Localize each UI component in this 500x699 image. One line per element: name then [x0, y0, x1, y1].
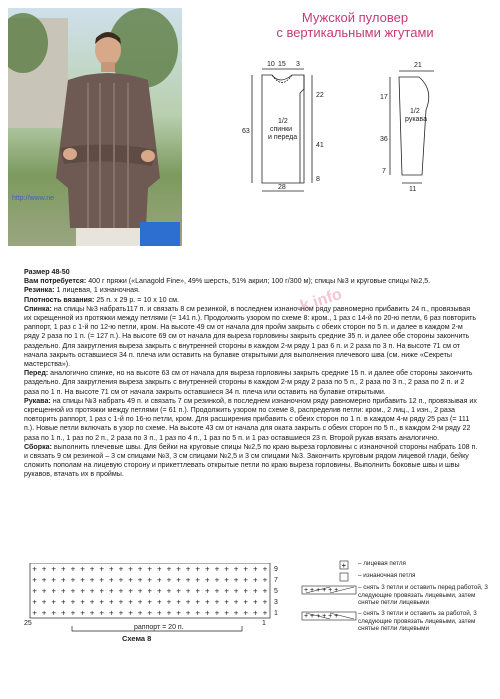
- chart-stitch-cell: +: [99, 575, 105, 585]
- instructions-text: [24, 268, 479, 480]
- body-label-2: спинки: [270, 126, 293, 133]
- chart-stitch-cell: +: [51, 597, 57, 607]
- chart-stitch-cell: +: [195, 586, 201, 596]
- chart-stitch-cell: +: [214, 597, 220, 607]
- chart-stitch-cell: +: [176, 586, 181, 596]
- chart-stitch-cell: +: [185, 597, 191, 607]
- chart-stitch-cell: +: [157, 564, 162, 574]
- chart-stitch-cell: +: [253, 575, 258, 585]
- chart-stitch-cell: +: [118, 608, 124, 618]
- chart-stitch-cell: +: [185, 586, 191, 596]
- chart-stitch-cell: +: [51, 575, 57, 585]
- svg-text:+: +: [341, 561, 347, 570]
- chart-stitch-cell: +: [195, 575, 201, 585]
- chart-stitch-cell: +: [147, 586, 153, 596]
- chart-stitch-cell: +: [205, 586, 210, 596]
- chart-stitch-cell: +: [99, 564, 105, 574]
- chart-stitch-cell: +: [99, 586, 105, 596]
- chart-stitch-cell: +: [128, 608, 133, 618]
- chart-stitch-cell: +: [157, 575, 162, 585]
- sleeve-outline: [399, 77, 429, 175]
- cable-back-icon: [300, 610, 358, 634]
- chart-stitch-cell: +: [262, 575, 268, 585]
- chart-stitch-cell: +: [166, 575, 172, 585]
- chart-stitch-cell: +: [253, 597, 258, 607]
- title-line-2: с вертикальными жгутами: [276, 25, 434, 40]
- chart-stitch-cell: +: [262, 564, 268, 574]
- assembly-label: Сборка:: [24, 442, 52, 451]
- chart-legend: [300, 560, 490, 636]
- chart-stitch-cell: +: [224, 586, 229, 596]
- chart-stitch-cell: +: [147, 564, 153, 574]
- legend-item-cable-back: [300, 610, 490, 634]
- title-line-1: Мужской пуловер: [301, 10, 409, 25]
- chart-stitch-cell: +: [41, 597, 47, 607]
- chart-stitch-cell: +: [51, 608, 57, 618]
- svg-text:+ + + + + +: + + + + + +: [304, 587, 339, 594]
- legend-desc-purl: – изнаночная петля: [358, 572, 416, 579]
- dim-left-total: 63: [242, 128, 250, 135]
- repeat-label: раппорт = 20 п.: [134, 624, 184, 631]
- model-figure: [48, 28, 168, 246]
- chart-stitch-cell: +: [32, 608, 37, 618]
- size-heading: Размер 48-50: [24, 268, 70, 276]
- chart-stitch-cell: +: [233, 597, 239, 607]
- chart-stitch-cell: +: [80, 597, 85, 607]
- chart-stitch-cell: +: [233, 586, 239, 596]
- chart-stitch-cell: +: [176, 597, 181, 607]
- chart-stitch-cell: +: [70, 575, 76, 585]
- chart-stitch-cell: +: [157, 586, 162, 596]
- knitting-chart: [22, 563, 292, 635]
- col-label-end: 1: [262, 620, 266, 627]
- chart-stitch-cell: +: [137, 575, 143, 585]
- chart-stitch-cell: +: [205, 564, 210, 574]
- chart-stitch-cell: +: [80, 575, 85, 585]
- chart-stitch-cell: +: [51, 586, 57, 596]
- chart-stitch-cell: +: [253, 586, 258, 596]
- back-label: Спинка:: [24, 304, 52, 313]
- chart-stitch-cell: +: [41, 608, 47, 618]
- dim-top-right: 3: [296, 61, 300, 68]
- chart-title: Схема 8: [122, 634, 152, 643]
- chart-stitch-cell: +: [109, 575, 114, 585]
- chart-stitch-cell: +: [147, 608, 153, 618]
- sleeve-label-1: 1/2: [410, 108, 420, 115]
- materials-label: Вам потребуется:: [24, 277, 87, 286]
- row-label-1: 1: [274, 610, 278, 617]
- dim-top-mid: 15: [278, 61, 286, 68]
- dim-bottom-small: 8: [316, 176, 320, 183]
- chart-grid: [30, 563, 270, 618]
- photo-credit: http://www.ne: [12, 195, 55, 202]
- chart-stitch-cell: +: [195, 564, 201, 574]
- dim-bottom-width: 28: [278, 184, 286, 191]
- legend-desc-cable-front: – снять 3 петли и оставить перед работой, 3 следующие провязать лицевыми, затем снятые петли лицевыми: [358, 584, 488, 607]
- chart-stitch-cell: +: [109, 608, 114, 618]
- chart-stitch-cell: +: [195, 597, 201, 607]
- chart-stitch-cell: +: [166, 608, 172, 618]
- chart-stitch-cell: +: [147, 575, 153, 585]
- legend-item-purl: [300, 572, 490, 582]
- chart-stitch-cell: +: [214, 575, 220, 585]
- legend-desc-knit: – лицевая петля: [358, 560, 406, 567]
- sleeve-dim-top: 21: [414, 62, 422, 69]
- chart-stitch-cell: +: [70, 608, 76, 618]
- chart-stitch-cell: +: [41, 564, 47, 574]
- row-label-9: 9: [274, 566, 278, 573]
- chart-stitch-cell: +: [80, 564, 85, 574]
- chart-stitch-cell: +: [99, 608, 105, 618]
- row-label-7: 7: [274, 577, 278, 584]
- chart-stitch-cell: +: [80, 608, 85, 618]
- knit-stitch-icon: [300, 560, 358, 570]
- chart-stitch-cell: +: [185, 564, 191, 574]
- chart-stitch-cell: +: [147, 597, 153, 607]
- chart-stitch-cell: +: [233, 564, 239, 574]
- chart-stitch-cell: +: [214, 608, 220, 618]
- chart-stitch-cell: +: [166, 586, 172, 596]
- chart-stitch-cell: +: [109, 597, 114, 607]
- chart-stitch-cell: +: [243, 575, 249, 585]
- chart-stitch-cell: +: [205, 597, 210, 607]
- chart-stitch-cell: +: [224, 564, 229, 574]
- chart-stitch-cell: +: [205, 575, 210, 585]
- chart-stitch-cell: +: [32, 597, 37, 607]
- chart-stitch-cell: +: [118, 586, 124, 596]
- legend-desc-cable-back: – снять 3 петли и оставить за работой, 3 следующие провязать лицевыми, затем снятые петли лицевыми: [358, 610, 477, 633]
- chart-stitch-cell: +: [41, 586, 47, 596]
- chart-stitch-cell: +: [224, 597, 229, 607]
- chart-stitch-cell: +: [128, 575, 133, 585]
- row-label-3: 3: [274, 599, 278, 606]
- ribbing-text: 1 лицевая, 1 изнаночная.: [54, 286, 140, 295]
- chart-stitch-cell: +: [109, 564, 114, 574]
- chart-stitch-cell: +: [157, 608, 162, 618]
- chart-stitch-cell: +: [166, 564, 172, 574]
- chart-stitch-cell: +: [109, 586, 114, 596]
- chart-stitch-cell: +: [128, 586, 133, 596]
- sleeve-dim-bottom: 11: [409, 186, 417, 193]
- sleeves-text: на спицы №3 набрать 49 п. и связать 7 см резинкой, в последнем изнаночном ряду равномерно прибавить 12 п., провязывая их скрещенной из протяжки между петлями (= 61 п.). Продолжить узором по схеме 8, распределив петли: кром., 2 лиц., 1 изн., 2 раза повторить раппорт, 1 раз с 1-й по 16-ю петли, кром. Для расширения прибавить с обеих сторон по 1 п. в каждом 4-м ряду 25 раз (= 111 п.). Новые петли включать в узор по схеме. На высоте 43 см от начала для оката закрыть с обеих сторон по 5 п., в каждом 2-м ряду 22 раза по 1 п., 1 раз по 2 п., 2 раза по 3 п., 1 раз по 4 п., 1 раз по 5 п. и 1 раз оставшиеся 23 п. Второй рукав вязать аналогично.: [24, 396, 477, 442]
- chart-stitch-cell: +: [224, 608, 229, 618]
- front-text: аналогично спинке, но на высоте 63 см от начала для выреза горловины закрыть средние 15 п. и далее обе стороны закончить раздельно. Для закругления выреза закрыть с внутренней стороны в каждом 2-м ряду 2 раза по 5 п., 2 раза по 3 п., 2 раза по 2 п. и 2 раза по 1 п. На высоте 71 см от начала закрыть оставшиеся 34 п. плеча или оставить на булавке открытыми.: [24, 369, 473, 396]
- chart-stitch-cell: +: [61, 564, 66, 574]
- front-label: Перед:: [24, 369, 49, 378]
- chart-stitch-cell: +: [51, 564, 57, 574]
- chart-stitch-cell: +: [176, 575, 181, 585]
- chart-stitch-cell: +: [137, 586, 143, 596]
- chart-stitch-cell: +: [224, 575, 229, 585]
- chart-stitch-cell: +: [214, 564, 220, 574]
- dim-top-left: 10: [267, 61, 275, 68]
- sleeves-label: Рукава:: [24, 396, 51, 405]
- chart-stitch-cell: +: [70, 597, 76, 607]
- chart-stitch-cell: +: [118, 575, 124, 585]
- chart-stitch-cell: +: [185, 608, 191, 618]
- sleeve-dim-left-mid: 36: [380, 136, 388, 143]
- dim-right-upper: 22: [316, 92, 324, 99]
- chart-stitch-cell: +: [253, 608, 258, 618]
- chart-stitch-cell: +: [262, 597, 268, 607]
- row-label-5: 5: [274, 588, 278, 595]
- chart-stitch-cell: +: [61, 575, 66, 585]
- chart-stitch-cell: +: [32, 564, 37, 574]
- col-label-start: 25: [24, 620, 32, 627]
- cable-front-icon: [300, 584, 358, 608]
- chart-stitch-cell: +: [61, 597, 66, 607]
- chart-stitch-cell: +: [214, 586, 220, 596]
- chart-stitch-cell: +: [243, 608, 249, 618]
- chart-stitch-cell: +: [253, 564, 258, 574]
- chart-stitch-cell: +: [176, 608, 181, 618]
- chart-stitch-cell: +: [157, 597, 162, 607]
- chart-stitch-cell: +: [61, 608, 66, 618]
- gauge-text: 25 п. х 29 р. = 10 х 10 см.: [94, 295, 179, 304]
- chart-stitch-cell: +: [89, 586, 95, 596]
- model-photo: [8, 8, 182, 246]
- chart-stitch-cell: +: [61, 586, 66, 596]
- chart-stitch-cell: +: [80, 586, 85, 596]
- chart-stitch-cell: +: [70, 586, 76, 596]
- ribbing-label: Резинка:: [24, 286, 55, 295]
- chart-stitch-cell: +: [205, 608, 210, 618]
- svg-text:+ + + + + +: + + + + + +: [304, 613, 339, 620]
- chart-stitch-cell: +: [195, 608, 201, 618]
- body-label-3: и переда: [268, 134, 298, 141]
- body-label-1: 1/2: [278, 118, 288, 125]
- chart-stitch-cell: +: [176, 564, 181, 574]
- back-text: на спицы №3 набрать117 п. и связать 8 см резинкой, в последнем изнаночном ряду равномерно прибавить 24 п., провязывая их скрещенной из протяжки между петлями (= 141 п.). Продолжить узором по схеме 8: кром., 1 раз с 14-й по 20-ю петли, 6 раз повторить раппорт, 1 раз с 1-й по 12-ю петли, кром. На высоте 49 см от начала для пройм закрыть с обеих сторон по 5 п. и далее в каждом 2-м ряду 2 раза по 1 п. (= 127 п.). На высоте 69 см от начала для выреза горловины закрыть средние 35 п. и далее обе стороны закончить раздельно. Для закругления выреза закрыть с внутренней стороны в каждом 2-м ряду 1 раз 6 п. и 2 раза по 3 п. На высоте 71 см от начала закрыть оставшиеся 34 п. плеча или оставить на булавке открытыми для выполнения плечевого шва (см. ниже «Секреты мастерства»).: [24, 304, 477, 369]
- chart-stitch-cell: +: [128, 564, 133, 574]
- chart-stitch-cell: +: [137, 608, 143, 618]
- chart-stitch-cell: +: [233, 575, 239, 585]
- chart-stitch-cell: +: [70, 564, 76, 574]
- chart-stitch-cell: +: [32, 575, 37, 585]
- chart-stitch-cell: +: [128, 597, 133, 607]
- chart-stitch-cell: +: [118, 597, 124, 607]
- chart-stitch-cell: +: [233, 608, 239, 618]
- photo-corner-patch: [140, 222, 180, 246]
- page-title: [250, 10, 460, 40]
- purl-stitch-icon: [300, 572, 358, 582]
- materials-text: 400 г пряжи («Lanagold Fine», 49% шерсть, 51% акрил; 100 г/300 м); спицы №3 и круговые спицы №2,5.: [86, 277, 431, 286]
- chart-stitch-cell: +: [89, 597, 95, 607]
- chart-stitch-cell: +: [32, 586, 37, 596]
- dim-right-lower: 41: [316, 142, 324, 149]
- gauge-label: Плотность вязания:: [24, 295, 95, 304]
- chart-stitch-cell: +: [41, 575, 47, 585]
- chart-stitch-cell: +: [118, 564, 124, 574]
- chart-stitch-cell: +: [89, 564, 95, 574]
- chart-stitch-cell: +: [243, 564, 249, 574]
- chart-stitch-cell: +: [137, 597, 143, 607]
- chart-stitch-cell: +: [99, 597, 105, 607]
- legend-item-cable-front: [300, 584, 490, 608]
- chart-stitch-cell: +: [137, 564, 143, 574]
- chart-stitch-cell: +: [262, 608, 268, 618]
- chart-stitch-cell: +: [243, 586, 249, 596]
- sleeve-dim-left-lower: 7: [382, 168, 386, 175]
- sleeve-label-2: рукава: [405, 116, 427, 123]
- chart-stitch-cell: +: [185, 575, 191, 585]
- sleeve-dim-left-upper: 17: [380, 94, 388, 101]
- chart-stitch-cell: +: [262, 586, 268, 596]
- pattern-schematic: [234, 55, 484, 195]
- legend-item-knit: [300, 560, 490, 570]
- assembly-text: выполнить плечевые швы. Для бейки на круговые спицы №2,5 по краю выреза горловины с изнаночной стороны набрать 108 п. и связать 9 см резинкой – 3 см спицами №3, 3 см спицами №2,5 и 3 см спицами №3. Закончить круговым рядом лицевой глади, бейку сложить пополам на лицевую сторону и прикеттлевать открытые петли по краю выреза горловины. Выполнить боковые швы и швы рукавов, втачать их в проймы.: [24, 442, 478, 479]
- chart-stitch-cell: +: [243, 597, 249, 607]
- chart-stitch-cell: +: [166, 597, 172, 607]
- chart-stitch-cell: +: [89, 575, 95, 585]
- watermark: k.info: [298, 285, 345, 316]
- chart-stitch-cell: +: [89, 608, 95, 618]
